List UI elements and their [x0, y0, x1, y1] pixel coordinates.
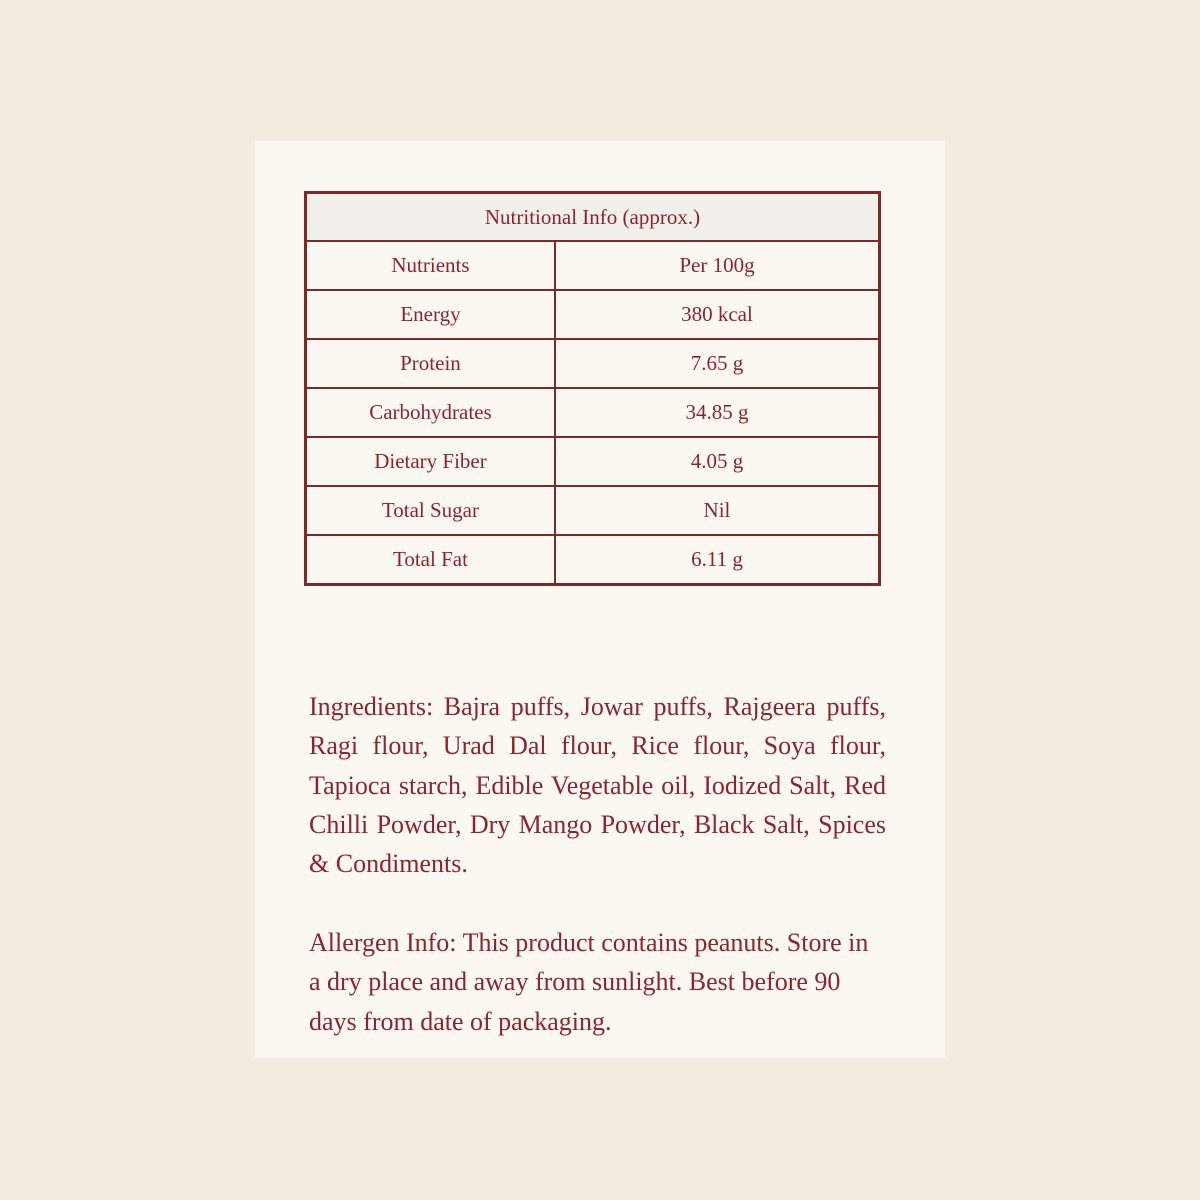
allergen-info-text: Allergen Info: This product contains peanuts. Store in a dry place and away from sunlight. Best before 90 days from date of packaging. [309, 928, 869, 1036]
table-row [306, 486, 880, 535]
nutrient-value: 4.05 g [555, 437, 880, 486]
nutrition-table-title: Nutritional Info (approx.) [306, 193, 880, 242]
header-per-100g: Per 100g [555, 241, 880, 290]
product-info-card [255, 141, 945, 1058]
nutrient-name: Energy [306, 290, 555, 339]
nutrient-name: Protein [306, 339, 555, 388]
nutrient-name: Carbohydrates [306, 388, 555, 437]
table-row [306, 535, 880, 584]
nutrient-name: Total Sugar [306, 486, 555, 535]
table-row [306, 388, 880, 437]
nutrient-name: Dietary Fiber [306, 437, 555, 486]
nutrient-value: 34.85 g [555, 388, 880, 437]
nutrient-value: 7.65 g [555, 339, 880, 388]
header-nutrients: Nutrients [306, 241, 555, 290]
nutrition-table-header-row [306, 241, 880, 290]
nutrition-table-title-row [306, 193, 880, 242]
nutrient-name: Total Fat [306, 535, 555, 584]
nutrient-value: Nil [555, 486, 880, 535]
nutrition-table [304, 191, 881, 586]
nutrient-value: 380 kcal [555, 290, 880, 339]
table-row [306, 290, 880, 339]
ingredients-text: Ingredients: Bajra puffs, Jowar puffs, Rajgeera puffs, Ragi flour, Urad Dal flour, Rice flour, Soya flour, Tapioca starch, Edible Vegetable oil, Iodized Salt, Red Chilli Powder, Dry Mango Powder, Black Salt, Spices & Condiments. [309, 692, 886, 879]
table-row [306, 437, 880, 486]
nutrient-value: 6.11 g [555, 535, 880, 584]
table-row [306, 339, 880, 388]
